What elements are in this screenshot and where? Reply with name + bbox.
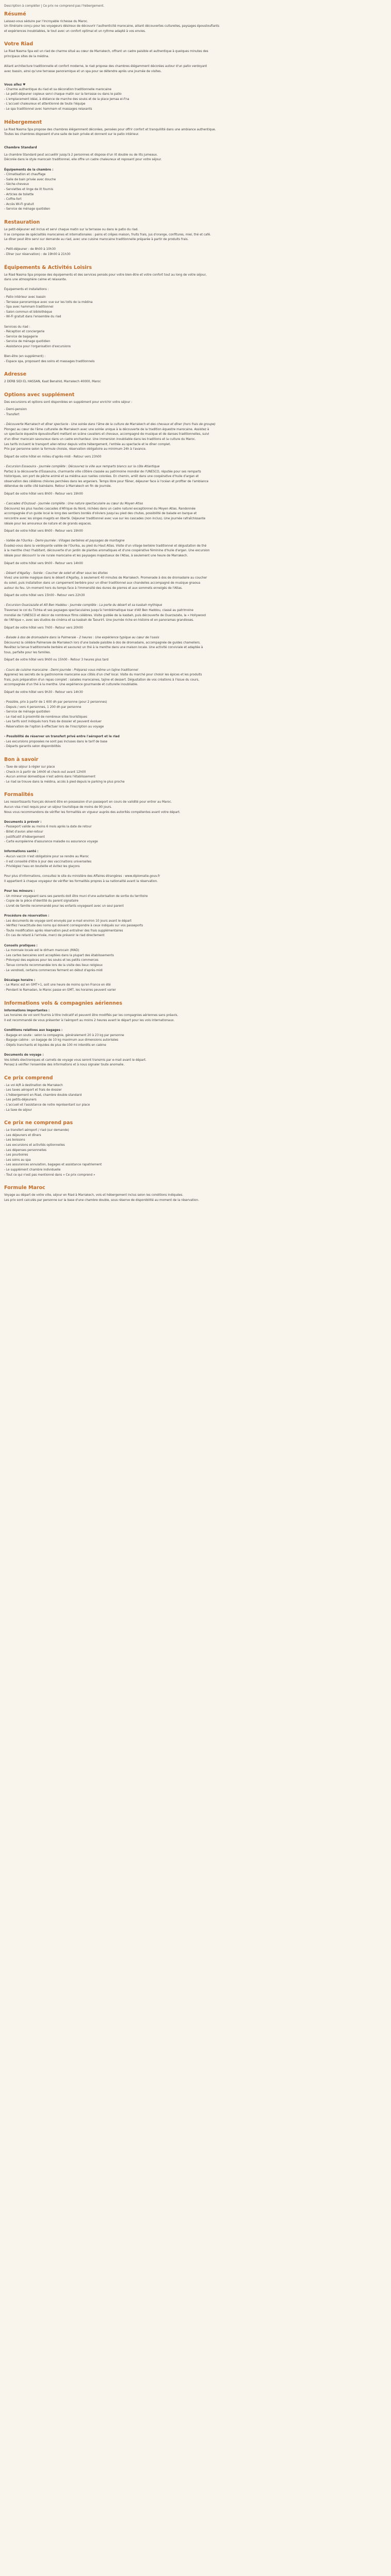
list-item: - Les déjeuners et dîners [4, 1133, 41, 1137]
options-notes [4, 700, 380, 730]
option-block [4, 668, 380, 701]
option-text: Apprenez les secrets de la gastronomie marocaine aux côtés d'un chef local. Visite du marché pour choisir les épices et les produits [4, 673, 202, 677]
infos-sub: Conditions relatives aux bagages : [4, 1028, 63, 1032]
option-schedule: Départ de votre hôtel vers 9h00 ou 15h00 - Retour 3 heures plus tard [4, 658, 109, 662]
option-schedule: Départ de votre hôtel vers 15h00 - Retour vers 22h30 [4, 594, 85, 598]
formalites-section [4, 792, 380, 993]
riad-title: Votre Riad [4, 41, 34, 47]
infos-sub: Informations importantes : [4, 1009, 50, 1012]
adresse-line: 2 DERB SIDI EL HASSAN, Kaat Benahid, Marrakech 40000, Maroc [4, 380, 101, 384]
option-text: Prix par personne selon la formule choisie, réservation obligatoire au minimum 24h à l'avance. [4, 448, 146, 451]
list-item: - En cas de retard à l'arrivée, merci de prévenir le riad directement [4, 934, 105, 938]
option-schedule: Départ de votre hôtel vers 8h00 - Retour vers 19h00 [4, 530, 83, 533]
room-title: Chambre Standard [4, 146, 37, 150]
resume-line: Laissez-vous séduire par l'incroyable richesse du Maroc. [4, 20, 88, 23]
option-text: autour du feu. Un moment hors du temps face à l'immensité des dunes de pierres et aux sommets enneigés de l'Atlas. [4, 586, 183, 590]
infos-title: Informations vols & compagnies aériennes [4, 1000, 122, 1006]
non-comprend-title: Ce prix ne comprend pas [4, 1120, 73, 1126]
list-item: - Articles de toilette [4, 193, 34, 196]
formalites-line: Nous vous recommandons de vérifier les formalités en vigueur auprès des autorités compétentes avant votre départ. [4, 810, 181, 814]
list-item: - Sèche-cheveux [4, 183, 29, 187]
option-schedule: Départ de votre hôtel en milieu d'après-midi - Retour vers 23h00 [4, 455, 102, 459]
list-item: - Les dépenses personnelles [4, 1148, 47, 1152]
formule-line: Voyage au départ de votre ville, séjour en Riad à Marrakech, vols et hébergement inclus selon les conditions indiquées. [4, 1194, 184, 1197]
list-item: - L'accueil et l'assistance de notre représentant sur place [4, 1104, 90, 1107]
list-item: - Aucun animal domestique n'est admis dans l'établissement [4, 775, 95, 779]
sante-list [4, 855, 380, 870]
list-item: - Les tarifs sont indiqués hors frais de dossier et peuvent évoluer [4, 720, 102, 724]
adresse-section [4, 371, 380, 385]
option-block [4, 603, 380, 636]
riad-list [4, 88, 380, 112]
restauration-hours: - Petit-déjeuner : de 8h00 à 10h30 [4, 248, 56, 251]
option-heading: - Cours de cuisine marocaine - Demi-journée : Préparez vous-même un tajine traditionnel [4, 668, 138, 672]
list-item: - Privilégiez l'eau en bouteille et évitez les glaçons [4, 865, 80, 869]
list-item: - Passeport valide au moins 6 mois après la date de retour [4, 825, 92, 829]
option-text: mondial de l'UNESCO et décor de nombreux films célèbres. Visite guidée de la kasbah, puis découverte de Ouarzazate, la « Hollywood [4, 614, 206, 617]
equip-list [4, 173, 380, 212]
list-item: - L'hébergement en Riad, chambre double standard [4, 1093, 82, 1097]
bon-savoir-list [4, 765, 380, 785]
equipements-line: Le Riad Nasma Spa propose des équipements et des services pensés pour votre bien-être et votre confort tout au long de votre séjour, [4, 273, 207, 277]
restauration-hours: - Dîner (sur réservation) : de 19h00 à 21h30 [4, 252, 71, 256]
list-item: - Charme authentique du riad et sa décoration traditionnelle marocaine [4, 88, 111, 91]
list-item: - La monnaie locale est le dirham marocain (MAD) [4, 949, 79, 953]
option-text: tous, parfaite pour les familles. [4, 651, 51, 654]
list-item: - Check-in à partir de 14h00 et check-out avant 12h00 [4, 770, 86, 774]
formalites-sub: Pour les mineurs : [4, 890, 35, 893]
list-item: - Service de ménage quotidien [4, 710, 51, 714]
bienetre-list [4, 360, 380, 365]
list-item: - La taxe de séjour [4, 1108, 32, 1112]
options-title: Options avec supplément [4, 392, 75, 398]
hebergement-section [4, 120, 380, 213]
option-heading: - Excursion Ouarzazate et Aït Ben Haddou - Journée complète : La porte du désert et sa kasbah mythique [4, 604, 162, 607]
option-text: de l'Afrique », avec ses studios de cinéma et sa kasbah de Taourirt. Une journée riche en histoire et en panoramas grandioses. [4, 619, 194, 622]
list-item: - Patio intérieur avec bassin [4, 295, 46, 299]
list-item: - Le vendredi, certains commerces ferment en début d'après-midi [4, 969, 103, 972]
formalites-line: Aucun visa n'est requis pour un séjour touristique de moins de 90 jours. [4, 806, 112, 809]
list-item: - Carte européenne d'assurance maladie ou assurance voyage [4, 840, 98, 844]
list-item: - Climatisation et chauffage [4, 173, 46, 177]
option-heading: - Balade à dos de dromadaire dans la Palmeraie - 2 heures : Une expérience typique au cœur de l'oasis [4, 636, 159, 639]
option-text: Vivez une soirée magique dans le désert d'Agafay, à seulement 40 minutes de Marrakech. Promenade à dos de dromadaire au coucher [4, 577, 207, 580]
list-item: - Les petits-déjeuners [4, 1098, 37, 1102]
option-text: Traversez le col du Tichka et ses paysages spectaculaires jusqu'à l'emblématique ksar d'Aït Ben Haddou, classé au patrimoine [4, 609, 193, 612]
formalites-sub: Conseils pratiques : [4, 944, 38, 947]
equipements-sub: Équipements et installations : [4, 288, 49, 292]
list-item: - Les pourboires [4, 1154, 28, 1157]
bon-savoir-title: Bon à savoir [4, 757, 39, 763]
list-item: - Justificatif d'hébergement [4, 835, 45, 839]
equipements-sub: Services du riad : [4, 325, 30, 329]
list-item: - Le supplément chambre individuelle [4, 1168, 61, 1172]
list-item: - Wi-Fi gratuit dans l'ensemble du riad [4, 315, 61, 319]
list-item: - Les excursions et activités optionnelles [4, 1144, 65, 1147]
services-list [4, 330, 380, 349]
list-item: - L'accueil chaleureux et attentionné de toute l'équipe [4, 103, 86, 106]
list-item: - Le riad se trouve dans la médina, accès à pied depuis le parking le plus proche [4, 780, 125, 784]
infos-sub: Documents de voyage : [4, 1053, 44, 1057]
option-heading: - Cascades d'Ouzoud - Journée complète : Une nature spectaculaire au cœur du Moyen Atlas [4, 502, 143, 506]
option-text: observation des célèbres chèvres perchées dans les arganiers. Temps libre pour flâner, déjeuner face à l'océan et profiter de l'ambiance [4, 480, 209, 483]
option-text: idéale pour les amoureux de nature et de grands espaces. [4, 522, 92, 526]
formalites-sub: Procédure de réservation : [4, 914, 50, 918]
list-item: - Serviettes et linge de lit fournis [4, 188, 54, 192]
list-item: - Pendant le Ramadan, le Maroc passe en GMT, les horaires peuvent varier [4, 988, 116, 992]
list-item: - Espace spa, proposant des soins et massages traditionnels [4, 360, 95, 363]
list-item: - Le Maroc est en GMT+1, soit une heure de moins qu'en France en été [4, 984, 111, 987]
comprend-section [4, 1075, 380, 1113]
option-schedule: Départ de votre hôtel vers 9h30 - Retour vers 14h30 [4, 690, 83, 694]
option-text: Les tarifs incluent le transport aller-retour depuis votre hébergement, l'entrée au spectacle et le dîner complet. [4, 443, 171, 446]
riad-line: Alliant architecture traditionnelle et confort moderne, le riad propose des chambres élégamment décorées autour d'un patio verdoyant [4, 65, 207, 69]
list-item: - Possibilité de réserver un transfert privé entre l'aéroport et le riad [4, 735, 120, 739]
option-text: accompagnée d'un thé à la menthe. Une expérience gourmande et culturelle inoubliable. [4, 683, 138, 687]
list-item: - Service de ménage quotidien [4, 340, 51, 344]
option-schedule: Départ de votre hôtel vers 9h00 - Retour vers 14h00 [4, 562, 83, 565]
conseils-list [4, 948, 380, 973]
option-text: d'un dîner marocain savoureux dans un cadre enchanteur. Une immersion inoubliable dans les traditions et la culture du Maroc. [4, 438, 196, 441]
list-item: - Taxe de séjour à régler sur place [4, 766, 55, 769]
list-item: - Départs garantis selon disponibilités [4, 745, 61, 749]
option-schedule: Départ de votre hôtel vers 8h00 - Retour vers 19h00 [4, 492, 83, 496]
list-item: - Réservation de l'option à effectuer lors de l'inscription au voyage [4, 725, 104, 729]
infos-line: Vos billets électroniques et carnets de voyage vous seront transmis par e-mail avant le départ. [4, 1058, 146, 1062]
formule-section [4, 1185, 380, 1203]
option-text: un spectacle équestre époustouflant mettant en scène cavaliers et chevaux, accompagné de musique et de danses traditionnelles, suivi [4, 433, 209, 436]
options-sub: - Transfert [4, 413, 20, 417]
list-item: - Le riad est à proximité de nombreux sites touristiques [4, 715, 87, 719]
equip-title: Équipements de la chambre : [4, 168, 54, 172]
list-item: - Les soins au spa [4, 1158, 31, 1162]
infos-section [4, 1001, 380, 1068]
resume-title: Résumé [4, 11, 26, 17]
option-text: Partez à la découverte d'Essaouira, charmante ville côtière classée au patrimoine mondial de l'UNESCO, réputée pour ses remparts [4, 470, 201, 473]
riad-section [4, 41, 380, 112]
adresse-title: Adresse [4, 371, 27, 378]
formalites-sub: Décalage horaire : [4, 978, 36, 982]
option-heading: - Vallée de l'Ourika - Demi-journée : Villages berbères et paysages de montagne [4, 539, 125, 543]
list-item: - Service de bagagerie [4, 335, 38, 338]
list-item: - Salle de bain privée avec douche [4, 178, 56, 181]
list-item: - Coffre-fort [4, 198, 22, 201]
option-text: détendue de cette cité balnéaire. Retour à Marrakech en fin de journée. [4, 485, 112, 488]
option-heading: - Excursion Essaouira - Journée complète : Découvrez la ville aux remparts blancs sur la côte Atlantique [4, 465, 160, 468]
restauration-line: Le petit-déjeuner est inclus et servi chaque matin sur la terrasse ou dans le patio du riad. [4, 228, 139, 231]
list-item: - Le vol A/R à destination de Marrakech [4, 1083, 63, 1087]
option-block [4, 539, 380, 571]
list-item: - Il est conseillé d'être à jour des vaccinations universelles [4, 860, 92, 863]
option-heading: - Découverte Marrakech et dîner spectacle - Une soirée dans l'âme de la culture de Marrakech et des chevaux et dîner (hors frais de groupe) [4, 423, 216, 427]
options-closing [4, 735, 380, 750]
resume-line: Un itinéraire conçu pour les voyageurs désireux de découvrir l'authenticité marocaine, alliant découvertes culturelles, paysages époustouflants [4, 25, 220, 28]
bon-savoir-section [4, 757, 380, 785]
list-item: - Aucun vaccin n'est obligatoire pour se rendre au Maroc [4, 855, 89, 858]
option-text: idéale pour découvrir la vie rurale marocaine et les paysages majestueux de l'Atlas, à seulement une heure de Marrakech. [4, 554, 188, 558]
equipements-section [4, 265, 380, 365]
option-schedule: Départ de votre hôtel vers 7h00 - Retour vers 20h00 [4, 626, 83, 630]
non-comprend-list [4, 1128, 380, 1178]
list-item: - Le petit-déjeuner copieux servi chaque matin sur la terrasse ou dans le patio [4, 93, 122, 96]
list-item: - Les documents de voyage sont envoyés par e-mail environ 10 jours avant le départ [4, 919, 132, 923]
equipements-title: Équipements & Activités Loisirs [4, 264, 92, 270]
formule-line: Les prix sont calculés par personne sur la base d'une chambre double, sous réserve de disponibilité au moment de la réservation. [4, 1198, 199, 1202]
equipements-list [4, 295, 380, 320]
formalites-title: Formalités [4, 792, 34, 798]
riad-sub: Vous allez ♥ [4, 82, 26, 87]
list-item: - Vérifiez l'exactitude des noms qui doivent correspondre à ceux indiqués sur vos passeports [4, 924, 143, 928]
option-text: du soleil, puis installation dans un campement berbère pour un dîner traditionnel aux chandelles accompagné de musique gnaoua [4, 582, 201, 585]
list-item: - Réception et conciergerie [4, 330, 45, 334]
equipements-line: dans une atmosphère calme et relaxante. [4, 278, 67, 282]
list-item: - Billet d'avion aller-retour [4, 830, 43, 834]
procedure-list [4, 919, 380, 939]
room-line: Décorée dans le style marocain traditionnel, elle offre un cadre chaleureux et reposant pour votre séjour. [4, 158, 162, 162]
formalites-sub: Informations santé : [4, 850, 39, 854]
list-item: - Le spa traditionnel avec hammam et massages relaxants [4, 107, 92, 111]
option-text: frais, puis préparation d'un repas complet : salades marocaines, tajine et dessert. Dégustation de vos créations à l'issue du cours, [4, 678, 200, 682]
list-item: - Depuis / vers 4 personnes, 1 200 dh par personne [4, 705, 82, 709]
list-item: - Service de ménage quotidien [4, 208, 51, 211]
restauration-line: Le dîner peut être servi sur demande au riad, avec une cuisine marocaine traditionnelle préparée à partir de produits frais. [4, 238, 189, 242]
option-text: rencontre avec les singes magots en liberté. Déjeuner traditionnel avec vue sur les cascades (non inclus). Une journée rafraîchissante [4, 517, 206, 520]
list-item: - Un mineur voyageant sans ses parents doit être muni d'une autorisation de sortie du territoire [4, 894, 148, 898]
list-item: - Copie de la pièce d'identité du parent signataire [4, 900, 78, 903]
options-intro: Des excursions et options sont disponibles en supplément pour enrichir votre séjour : [4, 400, 133, 404]
hebergement-title: Hébergement [4, 119, 42, 125]
infos-line: - Bagage cabine : un bagage de 10 kg maximum aux dimensions autorisées [4, 1039, 119, 1042]
mineurs-list [4, 894, 380, 909]
riad-line: principaux sites de la médina. [4, 55, 50, 58]
option-text: accompagnée d'un guide local le long des sentiers bordés d'oliviers jusqu'au pied des chutes, possibilité de balade en barque et [4, 512, 197, 516]
list-item: - Accès Wi-Fi gratuit [4, 202, 34, 206]
list-item: - Spa avec hammam traditionnel [4, 306, 54, 309]
option-block [4, 636, 380, 668]
infos-line: Il est recommandé de vous présenter à l'aéroport au moins 2 heures avant le départ pour les vols internationaux. [4, 1019, 175, 1022]
list-item: - Salon commun et bibliothèque [4, 310, 52, 314]
list-item: - Prévoyez des espèces pour les souks et les petits commerces [4, 959, 99, 962]
option-text: historiques, son port de pêche animé et sa médina aux ruelles colorées. En chemin, arrêt dans une coopérative d'huile d'argan et [4, 475, 199, 479]
list-item: - Le transfert aéroport / riad (sur demande) [4, 1129, 69, 1132]
option-block [4, 465, 380, 502]
option-block [4, 502, 380, 539]
list-item: - L'emplacement idéal, à distance de marche des souks et de la place Jemaa el-Fna [4, 97, 129, 101]
hebergement-line: Toutes les chambres disposent d'une salle de bain privée et donnent sur le patio intérieur. [4, 133, 139, 137]
list-item: - Tout ce qui n'est pas mentionné dans « Ce prix comprend » [4, 1173, 95, 1177]
riad-line: avec bassin, ainsi qu'une terrasse panoramique et un spa pour se détendre après une journée de visites. [4, 70, 162, 73]
option-text: Évadez-vous dans la verdoyante vallée de l'Ourika, au pied du Haut Atlas. Visite d'un village berbère traditionnel et dégustation de thé [4, 544, 207, 548]
list-item: - Toute modification après réservation peut entraîner des frais supplémentaires [4, 929, 123, 933]
infos-line: - Bagage en soute : selon la compagnie, généralement 20 à 23 kg par personne [4, 1033, 124, 1037]
list-item: - Assistance pour l'organisation d'excursions [4, 345, 71, 348]
restauration-section [4, 219, 380, 258]
formalites-sub: Documents à prévoir : [4, 820, 42, 824]
infos-line: Pensez à vérifier l'ensemble des informations et à nous signaler toute anomalie. [4, 1063, 125, 1067]
list-item: - Les assurances annulation, bagages et assistance rapatriement [4, 1163, 102, 1167]
comprend-list [4, 1083, 380, 1113]
formule-title: Formule Maroc [4, 1185, 45, 1191]
infos-line: Les horaires de vol sont fournis à titre indicatif et peuvent être modifiés par les compagnies aériennes sans préavis. [4, 1014, 178, 1018]
formalites-line: Les ressortissants français doivent être en possession d'un passeport en cours de validité pour entrer au Maroc. [4, 801, 172, 804]
option-block [4, 571, 380, 604]
option-text: Découvrez les plus hautes cascades d'Afrique du Nord, nichées dans un cadre naturel exceptionnel du Moyen Atlas. Randonnée [4, 507, 196, 511]
list-item: - Les excursions proposées ne sont pas incluses dans le tarif de base [4, 740, 108, 743]
resume-line: et expériences inoubliables, le tout avec un confort optimal et un rythme adapté à vos envies. [4, 29, 146, 33]
formalites-more: Il appartient à chaque voyageur de vérifier les formalités propres à sa nationalité avant la réservation. [4, 879, 158, 883]
intro-text: Description à compléter | Ce prix ne comprend pas l'hébergement. [4, 5, 105, 8]
list-item: - Les cartes bancaires sont acceptées dans la plupart des établissements [4, 954, 114, 957]
list-item: - Possible, prix à partir de 1 600 dh par personne (pour 2 personnes) [4, 701, 107, 704]
option-block [4, 422, 380, 465]
list-item: - Les boissons [4, 1139, 25, 1142]
decalage-list [4, 983, 380, 993]
option-heading: - Désert d'Agafay - Soirée : Coucher de soleil et dîner sous les étoiles [4, 571, 108, 575]
restauration-line: Il se compose de spécialités marocaines et internationales : pains et crêpes maison, fruits frais, jus d'orange, confitures, miel, thé et café. [4, 233, 211, 236]
equipements-sub: Bien-être (en supplément) : [4, 355, 46, 359]
non-comprend-section [4, 1120, 380, 1178]
options-sub: - Demi-pension [4, 408, 27, 412]
option-text: Découvrez la célèbre Palmeraie de Marrakech lors d'une balade paisible à dos de dromadaire, accompagnée de guides chameliers. [4, 641, 201, 645]
list-item: - Les taxes aéroport et frais de dossier [4, 1089, 62, 1092]
room-line: La chambre Standard peut accueillir jusqu'à 2 personnes et dispose d'un lit double ou de lits jumeaux. [4, 153, 158, 157]
resume-section [4, 11, 380, 35]
list-item: - Terrasse panoramique avec vue sur les toits de la médina [4, 300, 93, 304]
list-item: - Tenue correcte recommandée lors de la visite des lieux religieux [4, 964, 103, 967]
restauration-title: Restauration [4, 219, 40, 225]
infos-line: - Objets tranchants et liquides de plus de 100 ml interdits en cabine [4, 1043, 106, 1047]
option-text: Plongez au cœur de l'âme culturelle de Marrakech avec une soirée unique à la découverte de la tradition équestre marocaine. Assistez à [4, 428, 209, 431]
option-text: à la menthe chez l'habitant, découverte d'un jardin de plantes aromatiques et d'une coopérative féminine d'huile d'argan. Une excursion [4, 549, 210, 553]
formalites-more: Pour plus d'informations, consultez le site du ministère des Affaires étrangères : www.diplomatie.gouv.fr [4, 875, 160, 878]
hebergement-line: Le Riad Nasma Spa propose des chambres élégamment décorées, pensées pour offrir confort et tranquillité dans une ambiance authentique. [4, 128, 216, 131]
comprend-title: Ce prix comprend [4, 1075, 53, 1081]
documents-list [4, 825, 380, 844]
option-text: Revêtez la tenue traditionnelle berbère et savourez un thé à la menthe dans une maison locale. Une activité conviviale et adaptée à [4, 646, 203, 650]
options-section [4, 392, 380, 750]
list-item: - Livret de famille recommandé pour les enfants voyageant avec un seul parent [4, 904, 124, 908]
riad-line: Le Riad Nasma Spa est un riad de charme situé au cœur de Marrakech, offrant un cadre paisible et authentique à quelques minutes des [4, 50, 208, 54]
